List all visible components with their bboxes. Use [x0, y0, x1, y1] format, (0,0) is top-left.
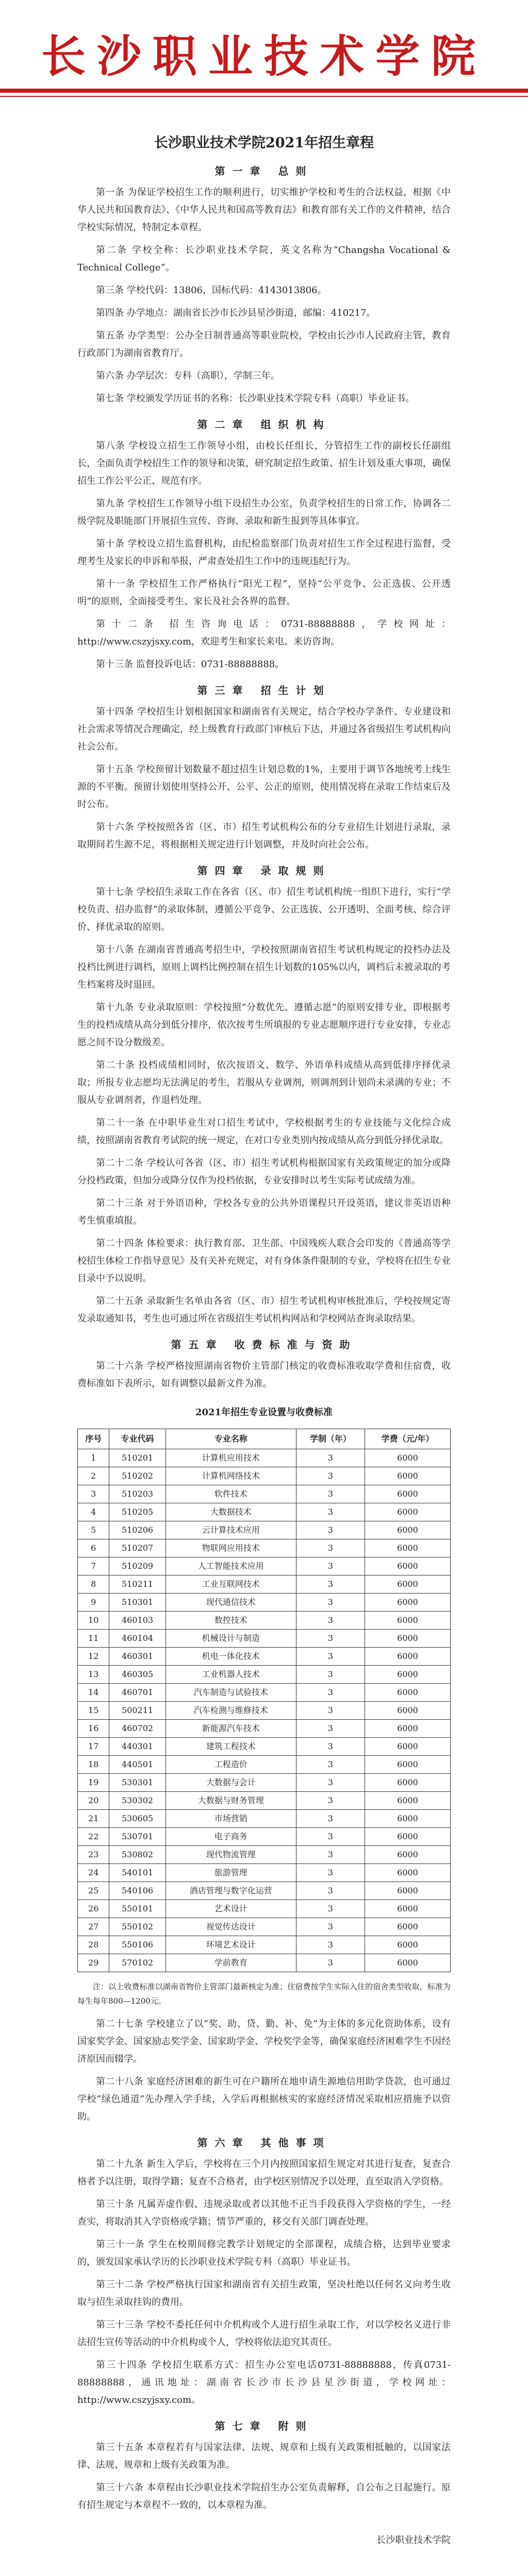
table-cell: 530302	[109, 1792, 166, 1810]
table-row	[78, 1467, 451, 1485]
table-cell: 10	[78, 1612, 109, 1630]
article-paragraph: 第三十六条 本章程由长沙职业技术学院招生办公室负责解释，自公布之日起施行。原有招生规定与本章程不一致的，以本章程为准。	[77, 2482, 451, 2511]
table-cell: 6000	[365, 1612, 451, 1630]
table-cell: 工业互联网技术	[166, 1575, 296, 1594]
chapter-heading: 第三章 招生计划	[197, 684, 331, 697]
table-cell: 550106	[109, 1936, 166, 1954]
table-row	[78, 1738, 451, 1756]
table-cell: 4	[78, 1503, 109, 1521]
chapter-heading: 第四章 录取规则	[197, 865, 331, 877]
table-cell: 电子商务	[166, 1828, 296, 1846]
table-cell: 13	[78, 1666, 109, 1684]
table-cell: 25	[78, 1882, 109, 1900]
table-cell: 3	[296, 1684, 365, 1702]
table-cell: 计算机应用技术	[166, 1449, 296, 1467]
chapter-heading: 第六章 其他事项	[197, 2137, 331, 2149]
table-cell: 3	[296, 1810, 365, 1828]
article-paragraph: 第二十五条 录取新生名单由各省（区、市）招生考试机构审核批准后，学校按规定寄发录取通知书，考生也可通过所在省级招生考试机构网站和学校网站查询录取结果。	[77, 1296, 451, 1324]
table-cell: 510209	[109, 1557, 166, 1575]
table-cell: 数控技术	[166, 1612, 296, 1630]
article-paragraph: 第十六条 学校按照各省（区、市）招生考试机构公布的分专业招生计划进行录取，录取期间若生源不足，将根据相关规定进行计划调整，并及时向社会公布。	[77, 822, 451, 850]
table-cell: 3	[296, 1936, 365, 1954]
table-cell: 6000	[365, 1810, 451, 1828]
table-row	[78, 1557, 451, 1575]
table-cell: 艺术设计	[166, 1900, 296, 1918]
chapter-2	[77, 416, 451, 673]
table-cell: 新能源汽车技术	[166, 1720, 296, 1738]
table-cell: 510301	[109, 1594, 166, 1612]
table-cell: 6000	[365, 1774, 451, 1792]
table-cell: 460305	[109, 1666, 166, 1684]
table-cell: 510203	[109, 1485, 166, 1503]
table-cell: 3	[296, 1792, 365, 1810]
table-cell: 440301	[109, 1738, 166, 1756]
chapter-heading: 第二章 组织机构	[197, 418, 331, 431]
article-paragraph: 第五条 办学类型：公办全日制普通高等职业院校，学校由长沙市人民政府主管，教育行政部门为湖南省教育厅。	[77, 330, 451, 359]
table-cell: 3	[296, 1738, 365, 1756]
table-cell: 6000	[365, 1864, 451, 1882]
banner-divider	[0, 89, 528, 93]
table-cell: 3	[296, 1630, 365, 1648]
table-row	[78, 1864, 451, 1882]
article-paragraph: 第十条 学校设立招生监督机构，由纪检监察部门负责对招生工作全过程进行监督，受理考生及家长的申诉和举报，严肃查处招生工作中的违规违纪行为。	[77, 538, 451, 567]
table-cell: 6000	[365, 1702, 451, 1720]
table-cell: 3	[296, 1449, 365, 1467]
table-cell: 3	[296, 1900, 365, 1918]
table-cell: 3	[296, 1918, 365, 1936]
table-row	[78, 1774, 451, 1792]
table-row	[78, 1792, 451, 1810]
table-cell: 460702	[109, 1720, 166, 1738]
table-cell: 20	[78, 1792, 109, 1810]
table-cell: 540106	[109, 1882, 166, 1900]
article-paragraph: 第十四条 学校招生计划根据国家和湖南省有关规定，结合学校办学条件、专业建设和社会需求等情况合理确定，经上级教育行政部门审核后下达，并通过各省级招生考试机构向社会公布。	[77, 706, 451, 752]
table-cell: 22	[78, 1828, 109, 1846]
chapter-3	[77, 682, 451, 854]
table-cell: 3	[296, 1557, 365, 1575]
table-cell: 6000	[365, 1449, 451, 1467]
table-cell: 500211	[109, 1702, 166, 1720]
table-cell: 3	[296, 1467, 365, 1485]
table-cell: 530802	[109, 1846, 166, 1864]
table-cell: 学前教育	[166, 1954, 296, 1972]
table-cell: 6000	[365, 1521, 451, 1539]
table-cell: 大数据与财务管理	[166, 1792, 296, 1810]
table-row	[78, 1684, 451, 1702]
table-row	[78, 1630, 451, 1648]
header-banner	[0, 0, 528, 116]
table-cell: 510201	[109, 1449, 166, 1467]
table-cell: 6	[78, 1539, 109, 1557]
table-cell: 6000	[365, 1756, 451, 1774]
table-cell: 3	[296, 1612, 365, 1630]
table-cell: 530701	[109, 1828, 166, 1846]
document-title: 长沙职业技术学院2021年招生章程	[154, 135, 374, 151]
chapter-1	[77, 162, 451, 408]
table-cell: 6000	[365, 1575, 451, 1594]
table-cell: 6000	[365, 1467, 451, 1485]
article-paragraph: 第二十一条 在中职毕业生对口招生考试中，学校根据考生的专业技能与文化综合成绩，按照湖南省教育考试院的统一规定，在对口专业类别内按成绩从高分到低分择优录取。	[77, 1117, 451, 1146]
table-cell: 11	[78, 1630, 109, 1648]
table-row	[78, 1954, 451, 1972]
chapter-7	[77, 2417, 451, 2514]
table-cell: 3	[296, 1846, 365, 1864]
table-cell: 17	[78, 1738, 109, 1756]
article-paragraph: 第七条 学校颁发学历证书的名称：长沙职业技术学院专科（高职）毕业证书。	[96, 393, 415, 404]
table-cell: 550102	[109, 1918, 166, 1936]
table-row	[78, 1756, 451, 1774]
table-cell: 汽车制造与试验技术	[166, 1684, 296, 1702]
table-header-cell: 学制（年）	[296, 1429, 365, 1449]
table-cell: 工程造价	[166, 1756, 296, 1774]
table-cell: 460104	[109, 1630, 166, 1648]
table-cell: 6000	[365, 1738, 451, 1756]
table-row	[78, 1936, 451, 1954]
article-paragraph: 第三十条 凡属弄虚作假、违规录取或者以其他不正当手段获得入学资格的学生，一经查实，将取消其入学资格或学籍；情节严重的，移交有关部门调查处理。	[77, 2199, 451, 2227]
table-cell: 530605	[109, 1810, 166, 1828]
table-header-cell: 序号	[78, 1429, 109, 1449]
chapter-4	[77, 862, 451, 1328]
table-row	[78, 1521, 451, 1539]
table-cell: 3	[296, 1774, 365, 1792]
table-cell: 6000	[365, 1557, 451, 1575]
table-row	[78, 1702, 451, 1720]
table-cell: 视觉传达设计	[166, 1918, 296, 1936]
table-cell: 6000	[365, 1882, 451, 1900]
table-cell: 460701	[109, 1684, 166, 1702]
table-cell: 510205	[109, 1503, 166, 1521]
table-cell: 6000	[365, 1954, 451, 1972]
table-cell: 510206	[109, 1521, 166, 1539]
table-row	[78, 1810, 451, 1828]
table-cell: 6000	[365, 1792, 451, 1810]
table-cell: 大数据与会计	[166, 1774, 296, 1792]
table-cell: 人工智能技术应用	[166, 1557, 296, 1575]
table-row	[78, 1594, 451, 1612]
table-cell: 物联网应用技术	[166, 1539, 296, 1557]
table-row	[78, 1666, 451, 1684]
table-cell: 3	[296, 1521, 365, 1539]
fee-table	[77, 1429, 451, 1972]
table-cell: 23	[78, 1846, 109, 1864]
table-cell: 软件技术	[166, 1485, 296, 1503]
table-row	[78, 1485, 451, 1503]
table-cell: 3	[296, 1864, 365, 1882]
table-cell: 机械设计与制造	[166, 1630, 296, 1648]
article-paragraph: 第二十八条 家庭经济困难的新生可在户籍所在地申请生源地信用助学贷款，也可通过学校“绿色通道”先办理入学手续，入学后再根据核实的家庭经济情况采取相应措施予以资助。	[77, 2076, 451, 2122]
table-cell: 2	[78, 1467, 109, 1485]
table-body	[78, 1449, 451, 1972]
table-cell: 6000	[365, 1594, 451, 1612]
table-row	[78, 1828, 451, 1846]
table-cell: 3	[296, 1882, 365, 1900]
article-paragraph: 第三条 学校代码：13806，国标代码：4143013806。	[96, 285, 327, 296]
table-cell: 6000	[365, 1648, 451, 1666]
table-cell: 机电一体化技术	[166, 1648, 296, 1666]
chapter-heading: 第七章 附则	[214, 2420, 314, 2432]
table-title: 2021年招生专业设置与收费标准	[195, 1407, 333, 1418]
table-cell: 3	[296, 1828, 365, 1846]
table-cell: 460103	[109, 1612, 166, 1630]
article-paragraph: 第十五条 学校预留计划数量不超过招生计划总数的1%，主要用于调节各地统考上线生源的不平衡。预留计划使用坚持公开、公平、公正的原则，使用情况将在录取工作结束后及时公布。	[77, 764, 451, 810]
school-name-banner: 长沙职业技术学院	[41, 30, 487, 82]
article-paragraph: 第九条 学校招生工作领导小组下设招生办公室，负责学校招生的日常工作，协调各二级学院及职能部门开展招生宣传、咨询、录取和新生报到等具体事宜。	[77, 498, 451, 527]
table-header-cell: 专业代码	[109, 1429, 166, 1449]
article-paragraph: 第十一条 学校招生工作严格执行“阳光工程”，坚持“公平竞争、公正选拔、公开透明”的原则，全面接受考生、家长及社会各界的监督。	[77, 579, 451, 607]
table-cell: 3	[296, 1575, 365, 1594]
table-cell: 26	[78, 1900, 109, 1918]
table-cell: 现代物流管理	[166, 1846, 296, 1864]
table-cell: 19	[78, 1774, 109, 1792]
article-paragraph: 第二十四条 体检要求：执行教育部、卫生部、中国残疾人联合会印发的《普通高等学校招生体检工作指导意见》及有关补充规定，对有身体条件限制的专业，学校将在招生专业目录中予以说明。	[77, 1238, 451, 1284]
table-row	[78, 1720, 451, 1738]
table-cell: 6000	[365, 1630, 451, 1648]
table-cell: 6000	[365, 1485, 451, 1503]
table-cell: 28	[78, 1936, 109, 1954]
article-paragraph: 第六条 办学层次：专科（高职），学制三年。	[96, 370, 280, 381]
table-cell: 6000	[365, 1918, 451, 1936]
table-cell: 6000	[365, 1539, 451, 1557]
chapter-heading: 第一章 总则	[214, 165, 314, 177]
table-cell: 6000	[365, 1720, 451, 1738]
article-paragraph: 第二十六条 学校严格按照湖南省物价主管部门核定的收费标准收取学费和住宿费，收费标准如下表所示，如有调整以最新文件为准。	[77, 1361, 451, 1389]
table-header-row	[78, 1429, 451, 1449]
signoff: 长沙职业技术学院	[376, 2535, 451, 2546]
table-cell: 510211	[109, 1575, 166, 1594]
table-cell: 3	[296, 1485, 365, 1503]
table-row	[78, 1918, 451, 1936]
article-paragraph: 第四条 办学地点：湖南省长沙市长沙县星沙街道，邮编：410217。	[96, 308, 376, 318]
table-cell: 14	[78, 1684, 109, 1702]
table-cell: 16	[78, 1720, 109, 1738]
table-cell: 3	[296, 1720, 365, 1738]
table-cell: 460301	[109, 1648, 166, 1666]
table-cell: 汽车检测与维修技术	[166, 1702, 296, 1720]
article-paragraph: 第三十三条 学校不委托任何中介机构或个人进行招生录取工作，对以学校名义进行非法招生宣传等活动的中介机构或个人，学校将依法追究其责任。	[77, 2319, 451, 2348]
article-paragraph: 第三十一条 学生在校期间修完教学计划规定的全部课程，成绩合格，达到毕业要求的，颁发国家承认学历的长沙职业技术学院专科（高职）毕业证书。	[77, 2239, 451, 2267]
table-cell: 建筑工程技术	[166, 1738, 296, 1756]
table-cell: 18	[78, 1756, 109, 1774]
article-paragraph: 第十三条 监督投诉电话：0731-88888888。	[96, 659, 285, 670]
table-row	[78, 1539, 451, 1557]
table-cell: 环境艺术设计	[166, 1936, 296, 1954]
article-paragraph: 第三十四条 学校招生联系方式：招生办公室电话0731-88888888，传真0731-88888888，通讯地址：湖南省长沙市长沙县星沙街道，学校网址：http://www.cszyjsxy.com。	[77, 2360, 451, 2405]
article-paragraph: 第十七条 学校招生录取工作在各省（区、市）招生考试机构统一组织下进行，实行“学校负责、招办监督”的录取体制，遵循公平竞争、公正选拔、公开透明、全面考核、综合评价、择优录取的原则。	[77, 887, 451, 933]
table-cell: 5	[78, 1521, 109, 1539]
article-paragraph: 第一条 为保证学校招生工作的顺利进行，切实维护学校和考生的合法权益，根据《中华人民共和国教育法》、《中华人民共和国高等教育法》和教育部有关工作的文件精神，结合学校实际情况，特制定本章程。	[77, 187, 451, 233]
table-row	[78, 1503, 451, 1521]
article-paragraph: 第二十二条 学校认可各省（区、市）招生考试机构根据国家有关政策规定的加分或降分投档政策，但加分或降分仅作为投档依据，专业安排时以考生实际考试成绩为准。	[77, 1158, 451, 1186]
table-cell: 现代通信技术	[166, 1594, 296, 1612]
table-cell: 云计算技术应用	[166, 1521, 296, 1539]
article-paragraph: 第二十九条 新生入学后，学校将在三个月内按照国家招生规定对其进行复查，复查合格者予以注册，取得学籍；复查不合格者，由学校区别情况予以处理，直至取消入学资格。	[77, 2159, 451, 2187]
chapter-heading: 第五章 收费标准与资助	[171, 1338, 357, 1351]
table-cell: 市场营销	[166, 1810, 296, 1828]
table-cell: 工业机器人技术	[166, 1666, 296, 1684]
table-cell: 6000	[365, 1684, 451, 1702]
article-paragraph: 第十八条 在湖南省普通高考招生中，学校按照湖南省招生考试机构规定的投档办法及投档比例进行调档，原则上调档比例控制在招生计划数的105%以内，调档后未被录取的考生档案将及时退回。	[77, 944, 451, 990]
table-cell: 15	[78, 1702, 109, 1720]
table-cell: 6000	[365, 1846, 451, 1864]
table-cell: 3	[296, 1954, 365, 1972]
table-cell: 510207	[109, 1539, 166, 1557]
table-cell: 540101	[109, 1864, 166, 1882]
table-note: 注：以上收费标准以湖南省物价主管部门最新核定为准；住宿费按学生实际入住的宿舍类型收取，标准为每生每年800—1200元。	[77, 1982, 451, 2006]
article-paragraph: 第二条 学校全称：长沙职业技术学院，英文名称为“Changsha Vocational & Technical College”。	[77, 245, 451, 273]
table-cell: 570102	[109, 1954, 166, 1972]
table-cell: 6000	[365, 1936, 451, 1954]
table-cell: 27	[78, 1918, 109, 1936]
article-paragraph: 第三十五条 本章程若有与国家法律、法规、规章和上级有关政策相抵触的，以国家法律、法规、规章和上级有关政策为准。	[77, 2442, 451, 2470]
table-row	[78, 1449, 451, 1467]
chapter-6	[77, 2134, 451, 2409]
table-cell: 9	[78, 1594, 109, 1612]
table-row	[78, 1846, 451, 1864]
table-cell: 29	[78, 1954, 109, 1972]
article-paragraph: 第二十七条 学校建立了以“奖、助、贷、勤、补、免”为主体的多元化资助体系，设有国家奖学金、国家励志奖学金、国家助学金、学校奖学金等，确保家庭经济困难学生不因经济原因而辍学。	[77, 2019, 451, 2064]
table-header-cell: 学费（元/年）	[365, 1429, 451, 1449]
article-paragraph: 第三十二条 学校严格执行国家和湖南省有关招生政策，坚决杜绝以任何名义向考生收取与招生录取挂钩的费用。	[77, 2279, 451, 2308]
article-paragraph: 第十九条 专业录取原则：学校按照“分数优先、遵循志愿”的原则安排专业，即根据考生的投档成绩从高分到低分排序，依次按考生所填报的专业志愿顺序进行专业安排，专业志愿之间不设分数级差。	[77, 1002, 451, 1048]
document-body	[0, 116, 528, 2549]
table-row	[78, 1882, 451, 1900]
table-cell: 3	[78, 1485, 109, 1503]
table-cell: 440501	[109, 1756, 166, 1774]
table-cell: 6000	[365, 1666, 451, 1684]
article-paragraph: 第八条 学校设立招生工作领导小组，由校长任组长，分管招生工作的副校长任副组长，全面负责学校招生工作的领导和决策，研究制定招生政策、招生计划及重大事项，确保招生工作公平公正、规范有序。	[77, 440, 451, 486]
table-cell: 3	[296, 1702, 365, 1720]
table-cell: 7	[78, 1557, 109, 1575]
table-cell: 12	[78, 1648, 109, 1666]
table-cell: 3	[296, 1503, 365, 1521]
article-paragraph: 第二十条 投档成绩相同时，依次按语文、数学、外语单科成绩从高到低排序择优录取；所报专业志愿均无法满足的考生，若服从专业调剂，则调剂到计划尚未录满的专业；不服从专业调剂者，作退档处理。	[77, 1060, 451, 1106]
chapter-5	[77, 1336, 451, 2126]
table-header-cell: 专业名称	[166, 1429, 296, 1449]
table-cell: 21	[78, 1810, 109, 1828]
table-cell: 3	[296, 1666, 365, 1684]
table-row	[78, 1648, 451, 1666]
table-row	[78, 1900, 451, 1918]
banner-divider-thin	[0, 96, 528, 97]
table-cell: 1	[78, 1449, 109, 1467]
table-row	[78, 1612, 451, 1630]
table-cell: 550101	[109, 1900, 166, 1918]
table-cell: 旅游管理	[166, 1864, 296, 1882]
table-cell: 530301	[109, 1774, 166, 1792]
table-row	[78, 1575, 451, 1594]
table-cell: 6000	[365, 1900, 451, 1918]
table-cell: 510202	[109, 1467, 166, 1485]
table-cell: 6000	[365, 1503, 451, 1521]
table-cell: 3	[296, 1756, 365, 1774]
table-cell: 3	[296, 1594, 365, 1612]
table-cell: 3	[296, 1648, 365, 1666]
table-cell: 计算机网络技术	[166, 1467, 296, 1485]
table-cell: 8	[78, 1575, 109, 1594]
article-paragraph: 第十二条 招生咨询电话：0731-88888888，学校网址：http://www.cszyjsxy.com，欢迎考生和家长来电、来访咨询。	[77, 619, 451, 647]
article-paragraph: 第二十三条 对于外语语种，学校各专业的公共外语课程只开设英语，建议非英语语种考生慎重填报。	[77, 1198, 451, 1226]
table-cell: 酒店管理与数字化运营	[166, 1882, 296, 1900]
table-cell: 大数据技术	[166, 1503, 296, 1521]
table-cell: 24	[78, 1864, 109, 1882]
table-cell: 3	[296, 1539, 365, 1557]
table-cell: 6000	[365, 1828, 451, 1846]
